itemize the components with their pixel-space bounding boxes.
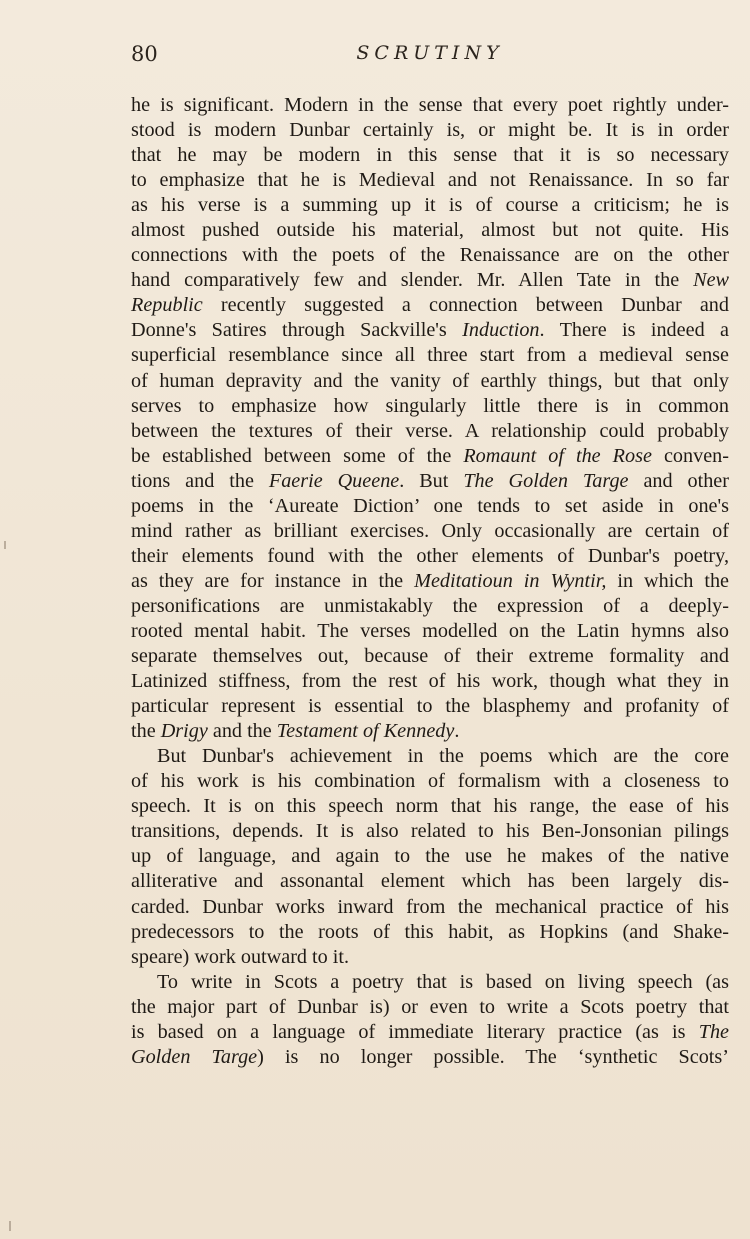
text-run: hand comparatively few and slender. Mr. Allen Tate in the [131,269,694,292]
text-line [131,970,729,995]
text-run: rooted mental habit. The verses modelled on the Latin hymns also [131,619,729,642]
text-line [131,444,729,469]
italic-title: Meditatioun in Wyntir, [414,569,607,592]
margin-mark [4,541,6,549]
text-line [131,945,729,970]
text-line [131,920,729,945]
text-line [131,519,729,544]
text-run: and other [628,469,729,492]
text-run: But Dunbar's achievement in the poems which are the core [157,745,729,768]
text-line [131,369,729,394]
text-run: in which the [606,569,730,592]
text-line [131,218,729,243]
text-run: stood is modern Dunbar certainly is, or might be. It is in order [131,119,729,142]
italic-title: Faerie Queene [268,469,400,492]
text-run: superficial resemblance since all three start from a medieval sense [131,344,729,367]
text-run: the [131,720,161,743]
italic-title: Republic [131,294,203,317]
text-run: as they are for instance in the [131,569,415,592]
running-title: SCRUTINY [356,42,504,64]
text-line [131,168,729,193]
text-run: almost pushed outside his material, almost but not quite. His [131,219,729,242]
text-run: serves to emphasize how singularly little there is in common [131,394,729,417]
text-line [131,243,729,268]
text-run: tions and the [131,469,269,492]
text-line [131,744,729,769]
text-line [131,669,729,694]
text-line [131,719,729,744]
text-run: . There is indeed a [539,319,729,342]
text-run: personifications are unmistakably the expression of a deeply- [131,594,729,617]
text-run: as his verse is a summing up it is of course a criticism; he is [131,194,729,217]
text-run: their elements found with the other elements of Dunbar's poetry, [131,544,729,567]
text-line [131,569,729,594]
text-line [131,619,729,644]
text-run: is based on a language of immediate literary practice (as is [131,1020,699,1043]
text-run: mind rather as brilliant exercises. Only occasionally are certain of [131,519,729,542]
text-run: particular represent is essential to the blasphemy and profanity of [131,695,729,718]
italic-title: The Golden Targe [463,469,629,492]
text-run: ) is no longer possible. The ‘synthetic Scots’ [257,1045,729,1068]
text-line [131,1020,729,1045]
paragraph [131,970,729,1070]
text-line [131,1045,729,1070]
paragraph [131,93,729,744]
text-run: of his work is his combination of formalism with a closeness to [131,770,729,793]
text-line [131,819,729,844]
text-run: poems in the ‘Aureate Diction’ one tends to set aside in one's [131,494,729,517]
text-run: the major part of Dunbar is) or even to write a Scots poetry that [131,995,729,1018]
text-line [131,769,729,794]
margin-mark [9,1221,11,1231]
text-line [131,318,729,343]
text-line [131,93,729,118]
italic-title: Golden Targe [131,1045,258,1068]
text-line [131,544,729,569]
text-run: . But [399,469,464,492]
text-run: of human depravity and the vanity of earthly things, but that only [131,369,729,392]
italic-title: Drigy [160,720,208,743]
text-run: alliterative and assonantal element which has been largely dis- [131,870,729,893]
text-line [131,293,729,318]
text-run: be established between some of the [131,444,464,467]
text-run: connections with the poets of the Renaissance are on the other [131,244,729,267]
text-run: to emphasize that he is Medieval and not Renaissance. In so far [131,169,729,192]
text-line [131,494,729,519]
text-run: he is significant. Modern in the sense that every poet rightly under- [131,94,729,116]
italic-title: Testament of Kennedy [276,720,455,743]
text-line [131,895,729,920]
text-run: speech. It is on this speech norm that his range, the ease of his [131,795,729,818]
body-text [131,93,729,1070]
text-line [131,694,729,719]
text-line [131,268,729,293]
text-line [131,118,729,143]
text-line [131,343,729,368]
text-line [131,794,729,819]
italic-title: New [693,269,729,292]
text-line [131,394,729,419]
text-run: To write in Scots a poetry that is based on living speech (as [157,970,729,993]
text-line [131,869,729,894]
text-line [131,469,729,494]
italic-title: Induction [462,319,540,342]
page-header [131,42,729,72]
text-run: and the [207,720,277,743]
text-run: that he may be modern in this sense that it is so necessary [131,144,729,167]
text-line [131,644,729,669]
text-run: predecessors to the roots of this habit, as Hopkins (and Shake- [131,920,729,943]
italic-title: Romaunt of the Rose [463,444,652,467]
page-number: 80 [131,42,158,66]
text-line [131,193,729,218]
italic-title: The [698,1020,729,1043]
text-run: Donne's Satires through Sackville's [131,319,463,342]
text-line [131,419,729,444]
text-run: between the textures of their verse. A relationship could probably [131,419,729,442]
text-run: up of language, and again to the use he makes of the native [131,845,729,868]
paragraph [131,744,729,969]
text-run: separate themselves out, because of their extreme formality and [131,645,729,668]
text-run: . [454,720,460,743]
text-line [131,995,729,1020]
text-run: transitions, depends. It is also related to his Ben-Jonsonian pilings [131,820,729,843]
text-line [131,844,729,869]
text-run: conven- [651,444,729,467]
text-run: carded. Dunbar works inward from the mechanical practice of his [131,895,729,918]
text-run: speare) work outward to it. [131,945,350,968]
text-run: Latinized stiffness, from the rest of his work, though what they in [131,670,729,693]
text-line [131,143,729,168]
text-line [131,594,729,619]
text-run: recently suggested a connection between Dunbar and [202,294,729,317]
